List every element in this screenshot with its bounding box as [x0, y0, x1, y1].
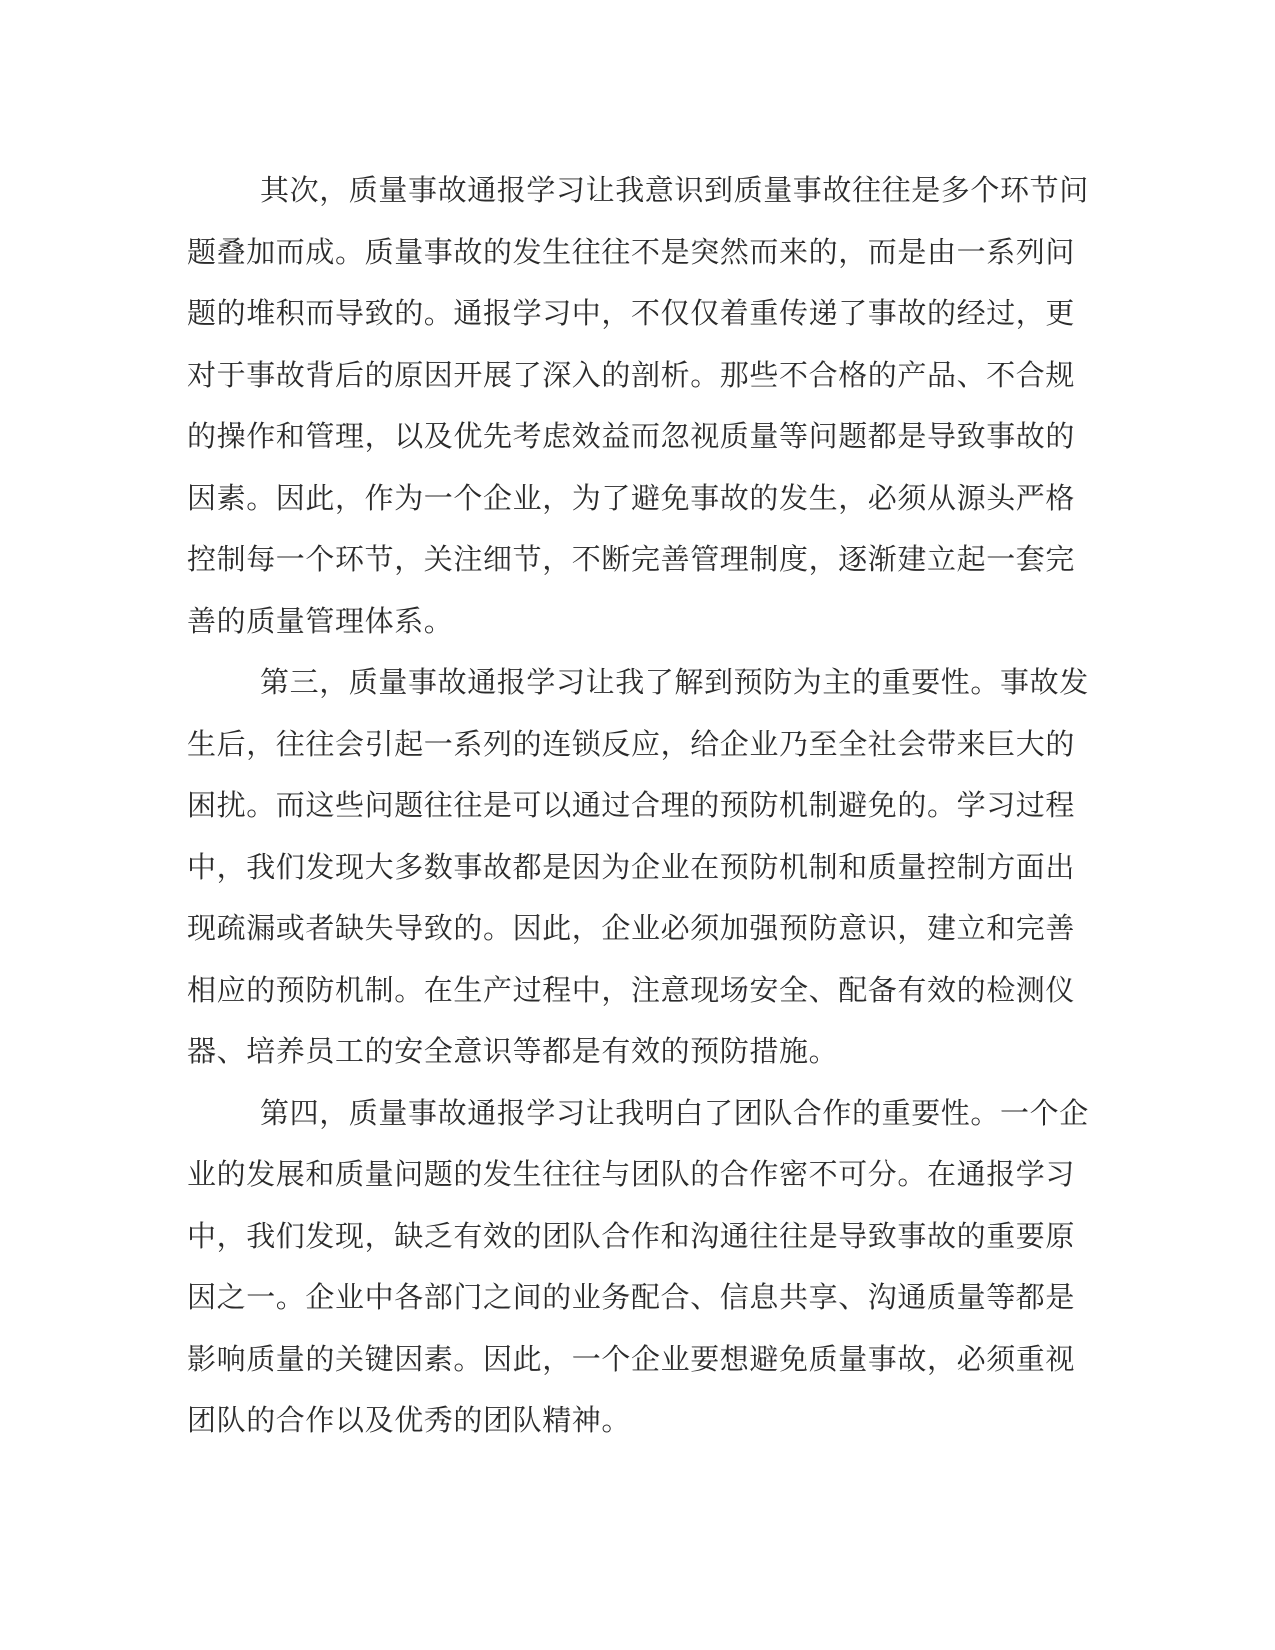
- paragraph-line: 第三，质量事故通报学习让我了解到预防为主的重要性。事故发: [260, 665, 1089, 699]
- paragraph-line: 其次，质量事故通报学习让我意识到质量事故往往是多个环节问: [260, 173, 1089, 207]
- paragraph-line: 善的质量管理体系。: [187, 603, 454, 638]
- paragraph-line: 的操作和管理，以及优先考虑效益而忽视质量等问题都是导致事故的: [187, 419, 1076, 453]
- paragraph-line: 第四，质量事故通报学习让我明白了团队合作的重要性。一个企: [260, 1095, 1089, 1130]
- paragraph-line: 相应的预防机制。在生产过程中，注意现场安全、配备有效的检测仪: [187, 972, 1076, 1007]
- paragraph-fourth-point: [187, 1083, 1089, 1452]
- paragraph-line: 困扰。而这些问题往往是可以通过合理的预防机制避免的。学习过程: [187, 788, 1076, 822]
- paragraph-line: 团队的合作以及优秀的团队精神。: [187, 1403, 632, 1437]
- paragraph-line: 现疏漏或者缺失导致的。因此，企业必须加强预防意识，建立和完善: [187, 911, 1076, 945]
- paragraph-line: 因之一。企业中各部门之间的业务配合、信息共享、沟通质量等都是: [187, 1280, 1076, 1314]
- paragraph-line: 生后，往往会引起一系列的连锁反应，给企业乃至全社会带来巨大的: [187, 726, 1076, 761]
- paragraph-line: 器、培养员工的安全意识等都是有效的预防措施。: [187, 1034, 839, 1068]
- paragraph-line: 因素。因此，作为一个企业，为了避免事故的发生，必须从源头严格: [187, 480, 1076, 515]
- paragraph-line: 中，我们发现，缺乏有效的团队合作和沟通往往是导致事故的重要原: [187, 1218, 1076, 1253]
- paragraph-line: 对于事故背后的原因开展了深入的剖析。那些不合格的产品、不合规: [187, 357, 1076, 392]
- paragraph-line: 题的堆积而导致的。通报学习中，不仅仅着重传递了事故的经过，更: [187, 296, 1076, 330]
- paragraph-line: 业的发展和质量问题的发生往往与团队的合作密不可分。在通报学习: [187, 1157, 1076, 1191]
- paragraph-line: 中，我们发现大多数事故都是因为企业在预防机制和质量控制方面出: [187, 849, 1076, 884]
- paragraph-line: 影响质量的关键因素。因此，一个企业要想避免质量事故，必须重视: [187, 1341, 1076, 1376]
- document-body: [187, 160, 1089, 1452]
- paragraph-line: 控制每一个环节，关注细节，不断完善管理制度，逐渐建立起一套完: [187, 542, 1076, 576]
- paragraph-second-point: [187, 160, 1089, 652]
- paragraph-third-point: [187, 652, 1089, 1083]
- paragraph-line: 题叠加而成。质量事故的发生往往不是突然而来的，而是由一系列问: [187, 234, 1076, 269]
